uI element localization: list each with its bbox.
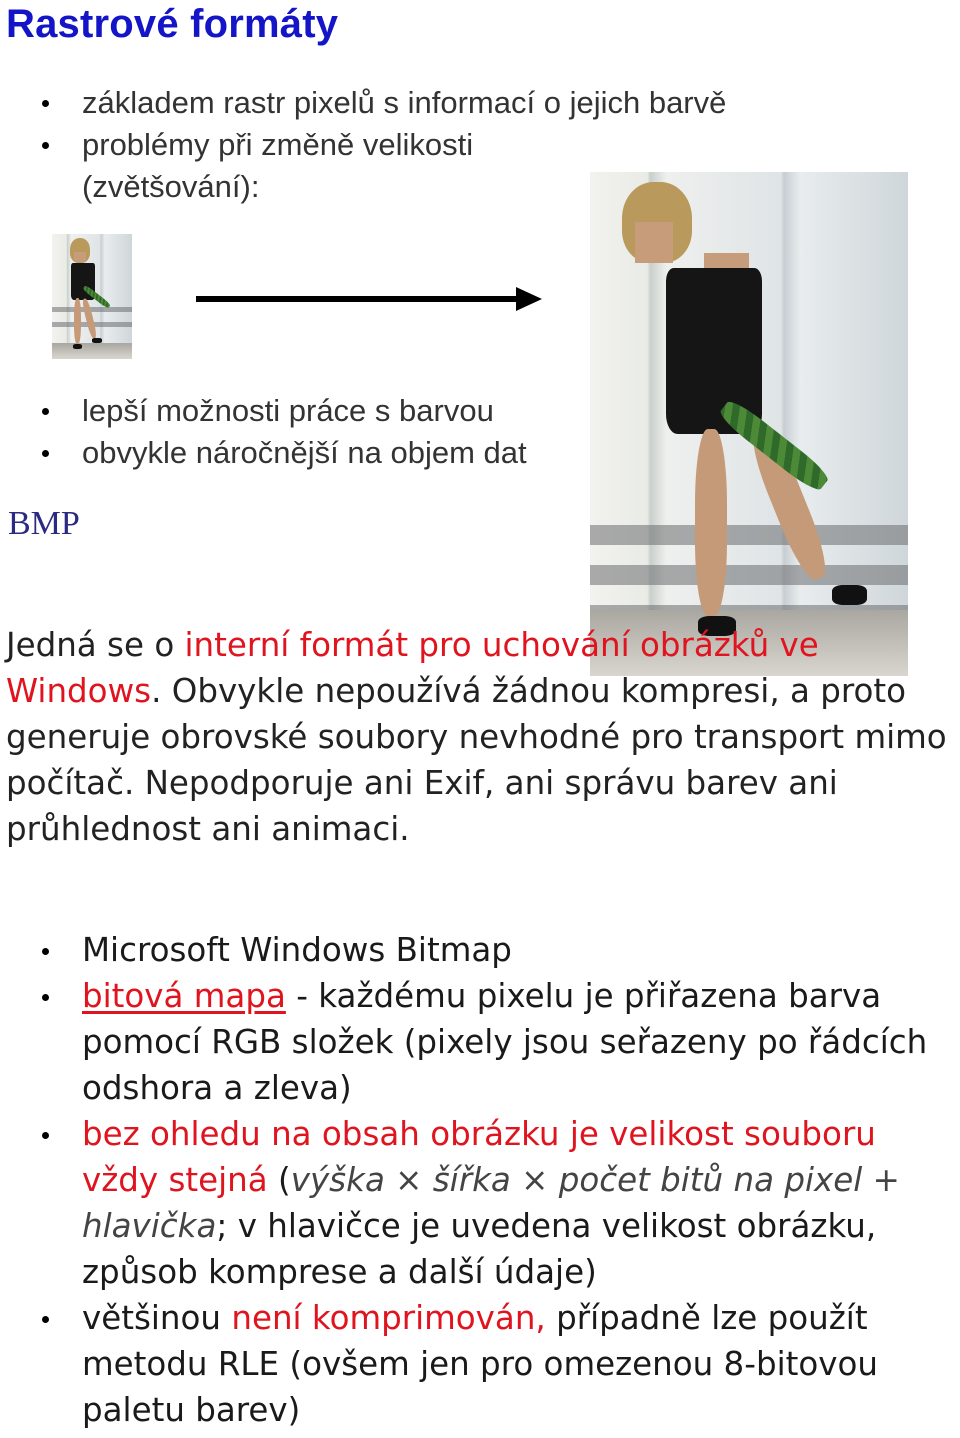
bullet-icon (42, 948, 49, 955)
list-item: bitová mapa - každému pixelu je přiřazena barva pomocí RGB složek (pixely jsou seřazeny po řádcích odshora a zleva) (82, 973, 956, 1111)
enlarge-arrow-line (196, 296, 520, 302)
format-label: BMP (8, 505, 80, 542)
page-title: Rastrové formáty (6, 2, 339, 46)
bullet-icon (42, 1316, 49, 1323)
list-item: Microsoft Windows Bitmap (82, 927, 956, 973)
list-item: většinou není komprimován, případně lze použít metodu RLE (ovšem jen pro omezenou 8-bitovou paletu barev) (82, 1295, 956, 1433)
bullet-text: obvykle náročnější na objem dat (82, 435, 527, 470)
bitmap-link[interactable]: bitová mapa (82, 977, 286, 1015)
bullet-icon (42, 994, 49, 1001)
description-paragraph: Jedná se o interní formát pro uchování obrázků ve Windows. Obvykle nepoužívá žádnou kompresi, a proto generuje obrovské soubory nevhodné pro transport mimo počítač. Nepodporuje ani Exif, ani správu barev ani průhlednost ani animaci. (6, 626, 947, 848)
arrow-right-icon (516, 287, 542, 311)
bullet-icon (42, 450, 49, 457)
highlighted-text: interní formát pro uchování obrázků ve Windows (6, 626, 819, 710)
list-item (82, 82, 802, 124)
middle-bullet-list (82, 390, 602, 474)
list-item (82, 390, 602, 432)
small-photo (52, 234, 132, 359)
bullet-text: lepší možnosti práce s barvou (82, 393, 494, 428)
list-item (82, 432, 602, 474)
bullet-text: problémy při změně velikosti (82, 127, 474, 162)
large-photo (590, 172, 908, 676)
bullet-icon (42, 1132, 49, 1139)
list-item: bez ohledu na obsah obrázku je velikost souboru vždy stejná (výška × šířka × počet bitů na pixel + hlavička; v hlavičce je uvedena velikost obrázku, způsob komprese a další údaje) (82, 1111, 956, 1295)
bullet-icon (42, 142, 49, 149)
bullet-icon (42, 408, 49, 415)
bullet-text-continued: (zvětšování): (82, 169, 260, 204)
bullet-icon (42, 100, 49, 107)
bullet-text: základem rastr pixelů s informací o jejich barvě (82, 85, 727, 120)
bottom-bullet-list (82, 927, 956, 1433)
